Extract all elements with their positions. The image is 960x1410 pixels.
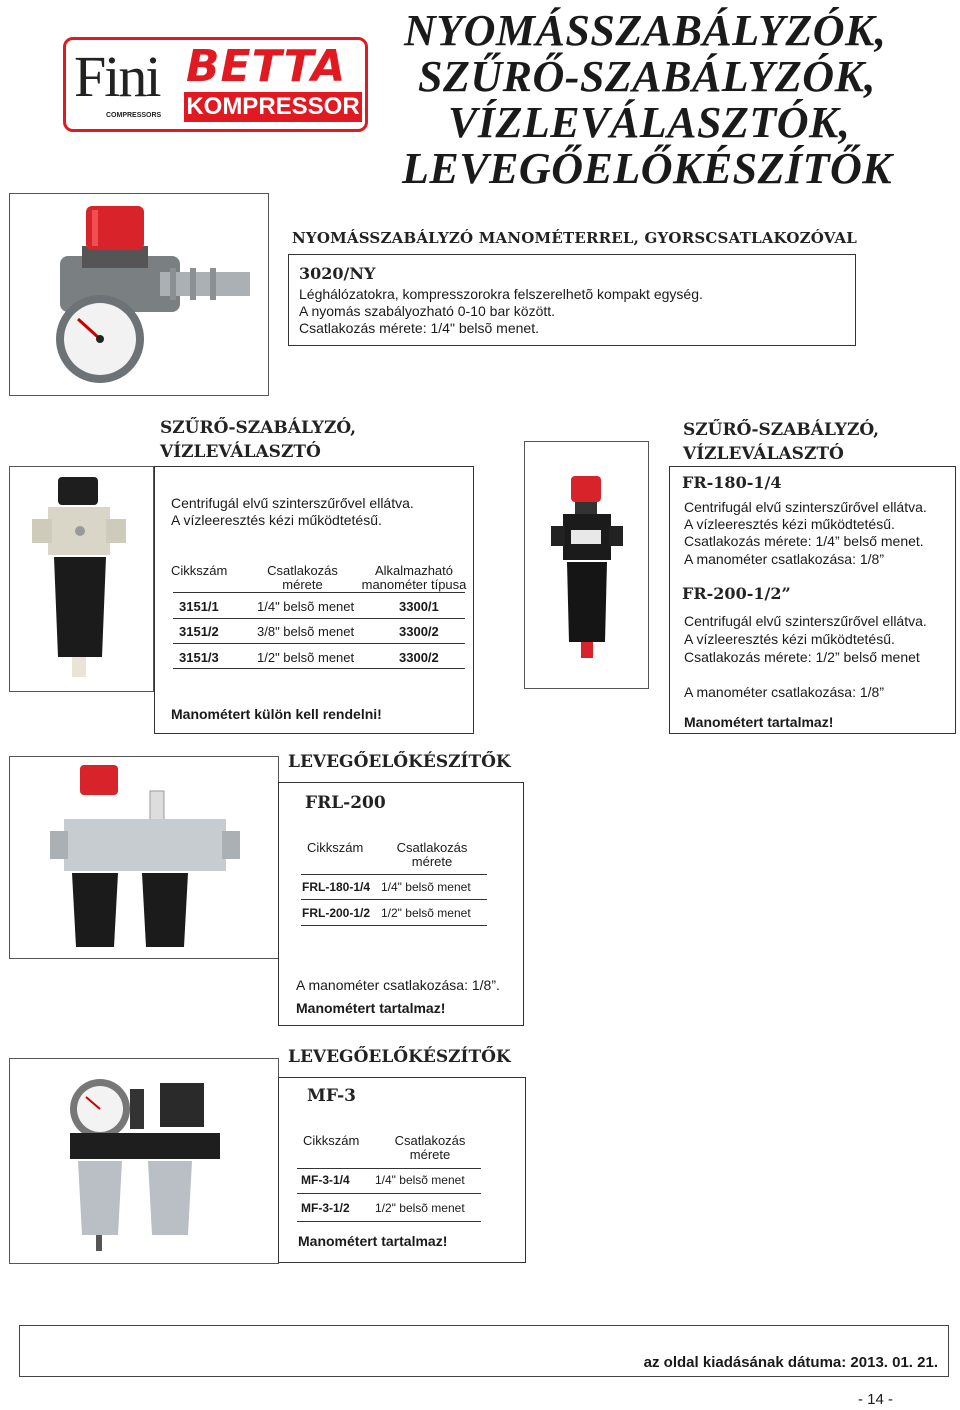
page-number: - 14 - [858, 1391, 894, 1408]
s1-heading: NYOMÁSSZABÁLYZÓ MANOMÉTERREL, GYORSCSATLAKOZÓVAL [292, 229, 858, 247]
s2-row-2-type: 3300/2 [399, 624, 439, 639]
s2-row-1-code: 3151/1 [179, 599, 219, 614]
logo-kompressor: KOMPRESSOR [186, 93, 360, 120]
s4-col-cikkszam: Cikkszám [307, 840, 364, 855]
s5-note: Manométert tartalmaz! [298, 1233, 448, 1249]
s3-line-6: A vízleeresztés kézi működtetésű. [684, 631, 895, 647]
title-line-1: NYOMÁSSZABÁLYZÓK, [404, 6, 887, 55]
s4-col-csatlakozas-1: Csatlakozás [396, 840, 468, 855]
s3-line-2: A vízleeresztés kézi működtetésű. [684, 516, 895, 532]
s2-col-csatlakozas [255, 564, 350, 592]
logo-kompressor-bar [184, 92, 362, 122]
mf3-unit-image [10, 1059, 278, 1263]
s1-line-3: Csatlakozás mérete: 1/4" belsõ menet. [299, 320, 539, 336]
s2-col-manometer-2: manométer típusa [361, 577, 467, 592]
filter-regulator-fr-image [525, 442, 648, 688]
s4-row-2-code: FRL-200-1/2 [302, 906, 371, 920]
s1-line-2: A nyomás szabályozható 0-10 bar között. [299, 303, 556, 319]
s2-row-3-type: 3300/2 [399, 650, 439, 665]
s5-row-2-size: 1/2" belsõ menet [375, 1201, 465, 1215]
s4-box [278, 782, 524, 1026]
s3-line-5: Centrifugál elvű szinterszűrővel ellátva. [684, 613, 927, 629]
s3-line-8: A manométer csatlakozása: 1/8” [684, 684, 884, 700]
s2-row-2-size: 3/8" belsõ menet [257, 624, 355, 639]
s3-line-7: Csatlakozás mérete: 1/2” belső menet [684, 649, 920, 665]
s3-line-4: A manométer csatlakozása: 1/8” [684, 551, 884, 567]
s5-col-csatlakozas-1: Csatlakozás [394, 1133, 466, 1148]
s5-box [278, 1077, 526, 1263]
pressure-regulator-image [10, 194, 268, 395]
company-logo [63, 37, 368, 132]
s2-row-1-type: 3300/1 [399, 599, 439, 614]
s2-box [154, 466, 474, 734]
s4-row-1-code: FRL-180-1/4 [302, 880, 371, 894]
s4-note: Manométert tartalmaz! [296, 1000, 446, 1016]
s5-row-1-size: 1/4" belsõ menet [375, 1173, 465, 1187]
s3-code-1: FR-180-1/4 [682, 473, 782, 492]
s5-rule-1 [297, 1193, 481, 1194]
title-line-2: SZŰRŐ-SZABÁLYZÓK, [418, 52, 876, 101]
s4-line: A manométer csatlakozása: 1/8”. [296, 977, 500, 993]
frl-unit-image [10, 757, 278, 958]
s4-rule-0 [301, 874, 487, 875]
title-line-3: VÍZLEVÁLASZTÓK, [448, 98, 851, 147]
s4-code: FRL-200 [305, 793, 386, 813]
regulator-image-frame [9, 193, 269, 396]
s4-row-2-size: 1/2" belsõ menet [381, 906, 471, 920]
s5-row-1-code: MF-3-1/4 [301, 1173, 350, 1187]
s3-heading-2: VÍZLEVÁLASZTÓ [683, 444, 844, 464]
page-title [400, 8, 940, 192]
s3-code-2: FR-200-1/2” [682, 584, 791, 603]
logo-fini-sub: COMPRESSORS [106, 112, 162, 119]
s3-heading-1: SZŰRŐ-SZABÁLYZÓ, [683, 420, 880, 440]
s3-line-3: Csatlakozás mérete: 1/4” belső menet. [684, 533, 924, 549]
s2-rule-0 [173, 592, 465, 593]
s4-col-csatlakozas [387, 841, 477, 869]
s4-col-csatlakozas-2: mérete [411, 854, 453, 869]
s2-heading-1: SZŰRŐ-SZABÁLYZÓ, [160, 418, 357, 438]
s1-line-1: Léghálózatokra, kompresszorokra felszerelhetõ kompakt egység. [299, 286, 703, 302]
s2-note: Manométert külön kell rendelni! [171, 706, 382, 722]
s2-row-1-size: 1/4" belsõ menet [257, 599, 355, 614]
s2-col-manometer-1: Alkalmazható [374, 563, 454, 578]
s5-col-cikkszam: Cikkszám [303, 1133, 360, 1148]
s4-rule-1 [301, 899, 487, 900]
s5-rule-2 [297, 1221, 481, 1222]
s4-heading: LEVEGŐELŐKÉSZÍTŐK [288, 752, 511, 772]
s2-col-csatlakozas-1: Csatlakozás [267, 563, 338, 578]
s2-rule-1 [173, 618, 465, 619]
s2-image-frame [9, 466, 154, 692]
s2-row-3-size: 1/2" belsõ menet [257, 650, 355, 665]
s2-line-1: Centrifugál elvű szinterszűrővel ellátva. [171, 495, 414, 511]
logo-fini: Fini [74, 44, 160, 109]
s5-col-csatlakozas-2: mérete [409, 1147, 451, 1162]
s4-image-frame [9, 756, 279, 959]
s2-rule-2 [173, 643, 465, 644]
s3-image-frame [524, 441, 649, 689]
s4-rule-2 [301, 925, 487, 926]
s4-row-1-size: 1/4" belsõ menet [381, 880, 471, 894]
s5-image-frame [9, 1058, 279, 1264]
logo-betta: BETTA [186, 41, 347, 92]
filter-regulator-image [10, 467, 153, 691]
s5-rule-0 [297, 1168, 481, 1169]
s1-box [288, 254, 856, 346]
s3-note: Manométert tartalmaz! [684, 714, 834, 730]
s2-heading-2: VÍZLEVÁLASZTÓ [160, 442, 321, 462]
s2-col-manometer [355, 564, 473, 592]
s5-code: MF-3 [307, 1086, 357, 1106]
title-line-4: LEVEGŐELŐKÉSZÍTŐK [402, 144, 893, 193]
footer-box [19, 1325, 949, 1377]
s5-row-2-code: MF-3-1/2 [301, 1201, 350, 1215]
s2-row-2-code: 3151/2 [179, 624, 219, 639]
footer-date: az oldal kiadásának dátuma: 2013. 01. 21. [643, 1354, 938, 1371]
s1-code: 3020/NY [299, 264, 376, 283]
s2-col-csatlakozas-2: mérete [282, 577, 323, 592]
s2-row-3-code: 3151/3 [179, 650, 219, 665]
s2-line-2: A vízleeresztés kézi működtetésű. [171, 512, 382, 528]
s2-rule-3 [173, 668, 465, 669]
s5-col-csatlakozas [385, 1134, 475, 1162]
s5-heading: LEVEGŐELŐKÉSZÍTŐK [288, 1047, 511, 1067]
s3-box [669, 466, 956, 734]
s3-line-1: Centrifugál elvű szinterszűrővel ellátva. [684, 499, 927, 515]
s2-col-cikkszam: Cikkszám [171, 563, 228, 578]
